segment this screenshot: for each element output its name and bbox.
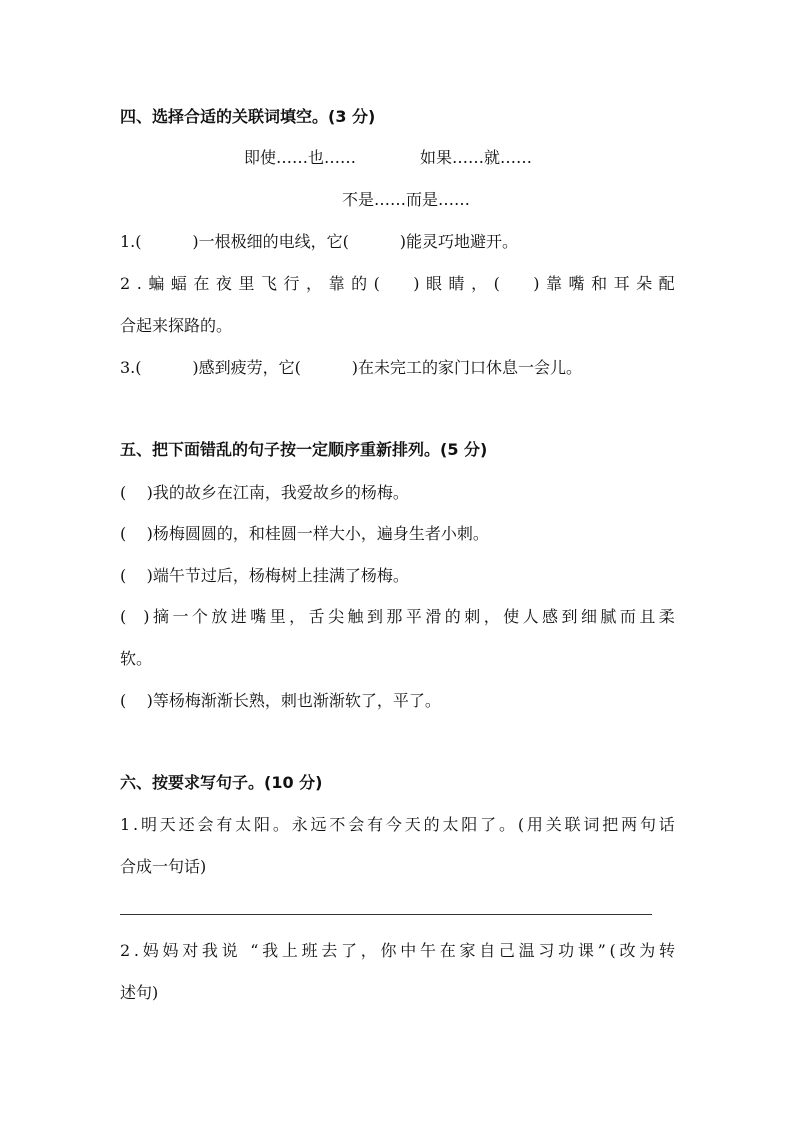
text-char: ， (471, 274, 488, 293)
text-char: 妈 (142, 941, 159, 960)
text-char: 的 (351, 274, 368, 293)
section6-heading: 六、按要求写句子。(10 分) (120, 773, 323, 792)
text-char: 会 (348, 815, 365, 834)
word-bank-item-1: 即使……也…… (244, 148, 357, 167)
text-char: 联 (564, 815, 581, 834)
text-char: 的 (444, 607, 461, 626)
text-char: 滑 (425, 607, 442, 626)
text-char: 人 (522, 607, 539, 626)
text-char: 今 (385, 815, 402, 834)
text-char: ( (517, 815, 525, 834)
section5-sentence-4-line-2: 软。 (120, 649, 153, 668)
text-char: . (133, 941, 139, 960)
text-char: 配 (658, 274, 675, 293)
text-char: 蝠 (170, 274, 187, 293)
section6-question-1-line-1 (120, 815, 675, 835)
section6-question-1-line-2: 合成一句话) (120, 857, 207, 876)
section4-question-2-line-2: 合起来探路的。 (120, 316, 233, 335)
text-char: 2 (120, 941, 131, 960)
text-char: 放 (211, 607, 228, 626)
text-char: 。 (272, 815, 289, 834)
text-char: 词 (583, 815, 600, 834)
text-char: 了 (480, 815, 497, 834)
text-char: 使 (503, 607, 520, 626)
section6-question-2-line-1 (120, 941, 675, 961)
text-char: 两 (621, 815, 638, 834)
answer-line[interactable] (120, 914, 652, 915)
text-char: 感 (542, 607, 559, 626)
text-char: 耳 (613, 274, 630, 293)
text-char: ) (533, 274, 540, 293)
text-char: ， (306, 274, 323, 293)
text-char: ) (413, 274, 420, 293)
text-char: “ (250, 941, 259, 960)
text-char: 改 (619, 941, 636, 960)
text-char: 去 (321, 941, 338, 960)
text-char: 刺 (464, 607, 481, 626)
text-char: 关 (545, 815, 562, 834)
text-char: 腻 (600, 607, 617, 626)
text-char: ” (597, 941, 606, 960)
text-char: 到 (366, 607, 383, 626)
text-char: 在 (193, 274, 210, 293)
word-bank-item-2: 如果……就…… (420, 148, 533, 167)
text-char: 转 (658, 941, 675, 960)
text-char: 。 (498, 815, 515, 834)
text-char: 了 (341, 941, 358, 960)
text-char: 对 (182, 941, 199, 960)
section4-question-2-line-1 (120, 274, 675, 294)
text-char: 行 (283, 274, 300, 293)
text-char: ( (373, 274, 380, 293)
text-char: 2 (120, 274, 131, 293)
text-char: 天 (404, 815, 421, 834)
text-char: 和 (591, 274, 608, 293)
text-char: 柔 (658, 607, 675, 626)
text-char: 会 (197, 815, 214, 834)
text-char: 摘 (152, 607, 169, 626)
text-char: 夜 (215, 274, 232, 293)
text-char: 睛 (448, 274, 465, 293)
text-char: . (136, 274, 142, 293)
text-char: ( (609, 941, 616, 960)
text-char: 在 (439, 941, 456, 960)
text-char: 到 (561, 607, 578, 626)
text-char: 习 (538, 941, 555, 960)
text-char: 细 (580, 607, 597, 626)
text-char: 中 (400, 941, 417, 960)
text-char: 你 (380, 941, 397, 960)
text-char (386, 274, 406, 294)
text-char: ( (493, 274, 500, 293)
text-char: 我 (262, 941, 279, 960)
text-char: . (133, 815, 139, 834)
text-char: 把 (602, 815, 619, 834)
text-char: 我 (201, 941, 218, 960)
text-char: 嘴 (250, 607, 267, 626)
text-char: ( (120, 607, 127, 626)
section5-sentence-2: ( )杨梅圆圆的，和桂圆一样大小，遍身生者小刺。 (120, 524, 489, 543)
text-char: 1 (120, 815, 131, 834)
text-char: 靠 (328, 274, 345, 293)
text-char: 为 (639, 941, 656, 960)
text-char (506, 274, 526, 294)
text-char: 眼 (426, 274, 443, 293)
text-char: 朵 (636, 274, 653, 293)
text-char: 蝙 (148, 274, 165, 293)
section5-sentence-3: ( )端午节过后，杨梅树上挂满了杨梅。 (120, 566, 409, 585)
text-char: 句 (639, 815, 656, 834)
text-char (130, 607, 140, 627)
text-char: 功 (558, 941, 575, 960)
text-char (241, 941, 246, 961)
text-char: 且 (639, 607, 656, 626)
text-char: 嘴 (568, 274, 585, 293)
text-char: 个 (191, 607, 208, 626)
section4-heading: 四、选择合适的关联词填空。(3 分) (120, 107, 376, 126)
text-char: 永 (291, 815, 308, 834)
section5-heading: 五、把下面错乱的句子按一定顺序重新排列。(5 分) (120, 440, 488, 459)
text-char: 妈 (162, 941, 179, 960)
text-char: 有 (367, 815, 384, 834)
text-char: 用 (526, 815, 543, 834)
text-char: 说 (221, 941, 238, 960)
text-char: 阳 (254, 815, 271, 834)
text-char: 有 (216, 815, 233, 834)
section5-sentence-1: ( )我的故乡在江南，我爱故乡的杨梅。 (120, 483, 409, 502)
text-char: 课 (577, 941, 594, 960)
section4-question-1: 1.( )一根极细的电线，它( )能灵巧地避开。 (120, 232, 518, 251)
section5-sentence-5: ( )等杨梅渐渐长熟，刺也渐渐软了，平了。 (120, 691, 441, 710)
text-char: ， (289, 607, 306, 626)
text-char: 上 (281, 941, 298, 960)
text-char: 的 (423, 815, 440, 834)
text-char: 里 (238, 274, 255, 293)
text-char: 尖 (328, 607, 345, 626)
text-char: 己 (498, 941, 515, 960)
text-char: 还 (178, 815, 195, 834)
text-char: 远 (310, 815, 327, 834)
text-char: 家 (459, 941, 476, 960)
text-char: 一 (172, 607, 189, 626)
text-char: 舌 (308, 607, 325, 626)
text-char: ) (143, 607, 150, 626)
text-char: 平 (405, 607, 422, 626)
text-char: 天 (159, 815, 176, 834)
section6-question-2-line-2: 述句) (120, 983, 159, 1002)
text-char: 飞 (260, 274, 277, 293)
text-char: 触 (347, 607, 364, 626)
section5-sentence-4-line-1 (120, 607, 675, 627)
text-char: 不 (329, 815, 346, 834)
text-char: ， (483, 607, 500, 626)
text-char: 而 (619, 607, 636, 626)
text-char: 班 (301, 941, 318, 960)
text-char: 靠 (546, 274, 563, 293)
text-char: 太 (442, 815, 459, 834)
text-char: 里 (269, 607, 286, 626)
word-bank-item-3: 不是……而是…… (342, 190, 471, 209)
text-char: 午 (419, 941, 436, 960)
text-char: 话 (658, 815, 675, 834)
text-char: 太 (235, 815, 252, 834)
text-char: 进 (230, 607, 247, 626)
text-char: 明 (140, 815, 157, 834)
text-char: 那 (386, 607, 403, 626)
text-char: 阳 (461, 815, 478, 834)
text-char: 温 (518, 941, 535, 960)
text-char: ， (360, 941, 377, 960)
section4-question-3: 3.( )感到疲劳，它( )在未完工的家门口休息一会儿。 (120, 358, 582, 377)
text-char: 自 (479, 941, 496, 960)
